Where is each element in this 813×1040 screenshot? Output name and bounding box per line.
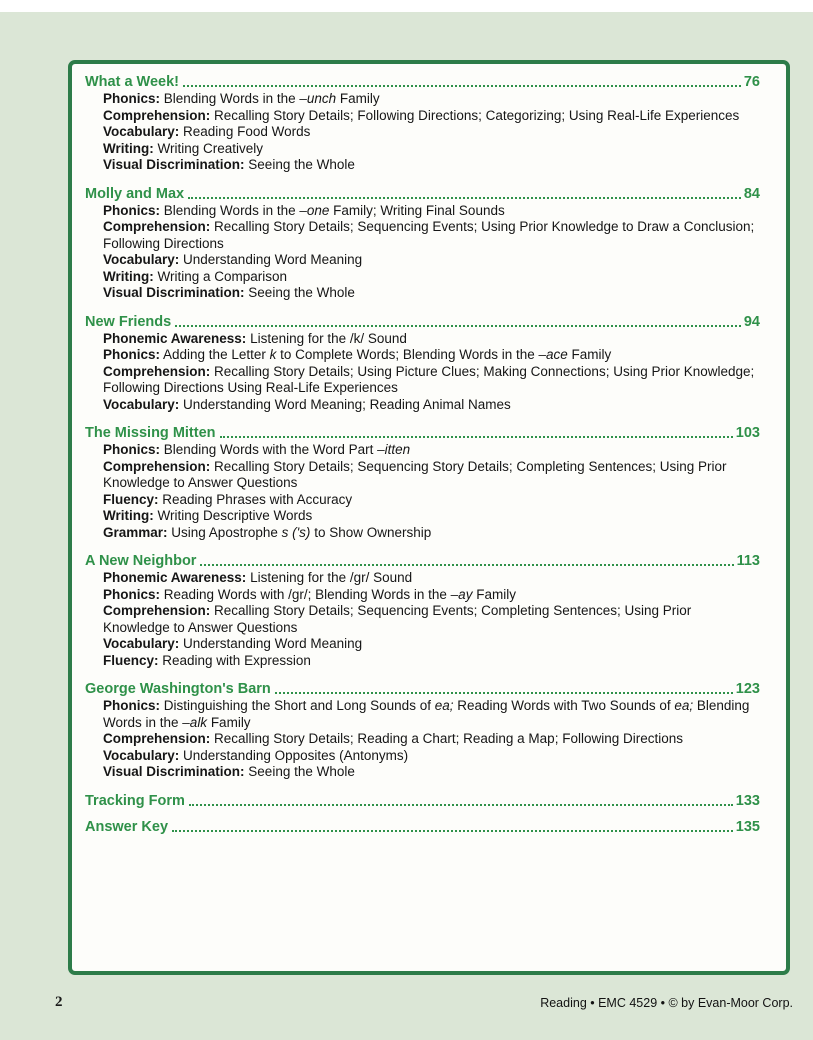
skill-text: Writing Creatively xyxy=(153,140,264,156)
toc-entry-title: Answer Key xyxy=(85,818,169,835)
skill-line xyxy=(103,91,760,108)
dotted-leader xyxy=(188,197,741,199)
skill-text: Using Apostrophe s ('s) to Show Ownership xyxy=(167,524,432,540)
skill-text: Recalling Story Details; Sequencing Events; Using Prior Knowledge to Draw a Conclusion; Following Directions xyxy=(103,219,755,251)
skill-text: Seeing the Whole xyxy=(244,764,355,779)
skill-text: Recalling Story Details; Sequencing Story Details; Completing Sentences; Using Prior Knowledge to Answer Questions xyxy=(103,458,727,490)
skill-label: Comprehension: xyxy=(103,107,211,123)
skill-label: Phonemic Awareness: xyxy=(103,330,247,346)
toc-entry-skills xyxy=(85,698,760,781)
skill-line xyxy=(103,698,760,731)
skill-label: Fluency: xyxy=(103,652,159,668)
skill-text: Blending Words in the –unch Family xyxy=(160,91,380,106)
toc-container xyxy=(68,60,790,975)
skill-line xyxy=(103,442,760,459)
dotted-leader xyxy=(172,830,733,832)
skill-label: Comprehension: xyxy=(103,603,211,618)
skill-text: Recalling Story Details; Reading a Chart; Reading a Map; Following Directions xyxy=(210,731,683,746)
skill-text: Understanding Opposites (Antonyms) xyxy=(179,747,409,763)
skill-text: Recalling Story Details; Using Picture Clues; Making Connections; Using Prior Knowledge; Following Directions Using Real-Life Experiences xyxy=(103,363,755,395)
skill-text: Recalling Story Details; Following Directions; Categorizing; Using Real-Life Experiences xyxy=(210,107,740,123)
skill-line xyxy=(103,653,760,670)
skill-label: Phonics: xyxy=(103,202,161,218)
toc-entry-heading xyxy=(85,73,760,91)
skill-label: Fluency: xyxy=(103,491,159,507)
skill-text: Understanding Word Meaning xyxy=(179,252,363,267)
toc-entry-page-number: 113 xyxy=(736,553,760,569)
skill-label: Visual Discrimination: xyxy=(103,285,245,300)
skill-label: Phonics: xyxy=(103,347,161,362)
skill-text: Understanding Word Meaning xyxy=(179,636,363,651)
toc-entry-title: Tracking Form xyxy=(85,792,185,809)
toc-entry xyxy=(85,792,760,810)
skill-label: Vocabulary: xyxy=(103,252,180,267)
skill-line xyxy=(103,203,760,220)
toc-entry-title: The Missing Mitten xyxy=(85,425,216,441)
skill-text: Writing a Comparison xyxy=(153,268,288,284)
toc-entry-skills xyxy=(85,570,760,669)
skill-line xyxy=(103,764,760,781)
toc-entry-page-number: 94 xyxy=(743,313,760,330)
skill-line xyxy=(103,397,760,414)
skill-line xyxy=(103,108,760,125)
toc-entry-heading xyxy=(85,792,760,810)
skill-line xyxy=(103,525,760,542)
skill-label: Phonemic Awareness: xyxy=(103,570,247,585)
toc-entry-heading xyxy=(85,185,760,203)
toc-entry-heading xyxy=(85,424,760,442)
skill-label: Vocabulary: xyxy=(103,747,180,763)
skill-label: Writing: xyxy=(103,508,154,523)
toc-entry-skills xyxy=(85,442,760,541)
skill-text: Seeing the Whole xyxy=(244,285,355,300)
toc-entry-skills xyxy=(85,331,760,414)
skill-label: Writing: xyxy=(103,268,154,284)
toc-entry-heading xyxy=(85,313,760,331)
skill-line xyxy=(103,157,760,174)
skill-label: Vocabulary: xyxy=(103,124,180,139)
skill-line xyxy=(103,748,760,765)
skill-text: Recalling Story Details; Sequencing Events; Completing Sentences; Using Prior Knowledge to Answer Questions xyxy=(103,603,692,635)
toc-entries-list xyxy=(85,73,760,781)
skill-label: Phonics: xyxy=(103,91,161,106)
skill-label: Writing: xyxy=(103,140,154,156)
toc-entry-skills xyxy=(85,91,760,174)
toc-entry-heading xyxy=(85,552,760,570)
skill-text: Listening for the /gr/ Sound xyxy=(246,570,413,585)
skill-line xyxy=(103,285,760,302)
dotted-leader xyxy=(200,564,733,566)
toc-entry-title: New Friends xyxy=(85,313,172,330)
skill-label: Visual Discrimination: xyxy=(103,764,245,779)
skill-line xyxy=(103,219,760,252)
skill-text: Blending Words with the Word Part –itten xyxy=(160,442,411,457)
toc-entry-title: What a Week! xyxy=(85,74,180,90)
skill-label: Visual Discrimination: xyxy=(103,157,245,172)
skill-line xyxy=(103,347,760,364)
dotted-leader xyxy=(220,436,733,438)
skill-line xyxy=(103,731,760,748)
skill-line xyxy=(103,587,760,604)
toc-simple-entries-list xyxy=(85,792,760,836)
skill-line xyxy=(103,603,760,636)
skill-label: Grammar: xyxy=(103,524,168,540)
skill-text: Reading with Expression xyxy=(158,652,311,668)
dotted-leader xyxy=(175,325,741,327)
skill-label: Vocabulary: xyxy=(103,636,180,651)
toc-entry-page-number: 135 xyxy=(735,818,760,835)
toc-entry xyxy=(85,313,760,414)
skill-text: Blending Words in the –one Family; Writing Final Sounds xyxy=(160,202,505,218)
skill-text: Understanding Word Meaning; Reading Animal Names xyxy=(179,396,511,412)
toc-entry xyxy=(85,73,760,174)
skill-label: Comprehension: xyxy=(103,731,211,746)
footer-page-number: 2 xyxy=(55,994,63,1010)
toc-entry-heading xyxy=(85,680,760,698)
toc-entry-page-number: 84 xyxy=(743,185,760,202)
skill-line xyxy=(103,636,760,653)
toc-entry-page-number: 123 xyxy=(735,681,760,697)
skill-line xyxy=(103,331,760,348)
toc-entry xyxy=(85,680,760,781)
toc-entry xyxy=(85,185,760,302)
footer-credit: Reading • EMC 4529 • © by Evan-Moor Corp. xyxy=(540,996,793,1010)
skill-text: Listening for the /k/ Sound xyxy=(246,330,407,346)
skill-label: Comprehension: xyxy=(103,363,211,379)
toc-entry-heading xyxy=(85,818,760,836)
toc-entry-skills xyxy=(85,203,760,302)
skill-label: Vocabulary: xyxy=(103,396,180,412)
skill-text: Adding the Letter k to Complete Words; Blending Words in the –ace Family xyxy=(160,347,612,362)
dotted-leader xyxy=(183,85,741,87)
skill-text: Writing Descriptive Words xyxy=(153,508,313,523)
skill-label: Phonics: xyxy=(103,586,161,602)
dotted-leader xyxy=(275,692,733,694)
skill-label: Comprehension: xyxy=(103,458,211,474)
toc-entry xyxy=(85,424,760,541)
skill-text: Seeing the Whole xyxy=(244,157,355,172)
toc-entry-page-number: 76 xyxy=(743,74,760,90)
toc-entry-title: Molly and Max xyxy=(85,185,185,202)
dotted-leader xyxy=(189,804,733,806)
skill-text: Reading Words with /gr/; Blending Words in the –ay Family xyxy=(160,586,516,602)
skill-text: Reading Phrases with Accuracy xyxy=(158,491,353,507)
toc-entry-page-number: 133 xyxy=(735,792,760,809)
skill-line xyxy=(103,269,760,286)
toc-entry-title: George Washington's Barn xyxy=(85,681,271,697)
skill-line xyxy=(103,508,760,525)
toc-entry-page-number: 103 xyxy=(735,425,760,441)
toc-entry xyxy=(85,552,760,669)
skill-label: Phonics: xyxy=(103,442,161,457)
skill-line xyxy=(103,459,760,492)
skill-line xyxy=(103,570,760,587)
skill-line xyxy=(103,124,760,141)
skill-line xyxy=(103,141,760,158)
skill-label: Phonics: xyxy=(103,698,161,713)
skill-line xyxy=(103,492,760,509)
toc-entry xyxy=(85,818,760,836)
skill-line xyxy=(103,252,760,269)
skill-text: Reading Food Words xyxy=(179,124,311,139)
skill-text: Distinguishing the Short and Long Sounds of ea; Reading Words with Two Sounds of ea; Blending Words in the –alk Family xyxy=(103,698,750,730)
toc-entry-title: A New Neighbor xyxy=(85,553,197,569)
skill-line xyxy=(103,364,760,397)
skill-label: Comprehension: xyxy=(103,219,211,234)
